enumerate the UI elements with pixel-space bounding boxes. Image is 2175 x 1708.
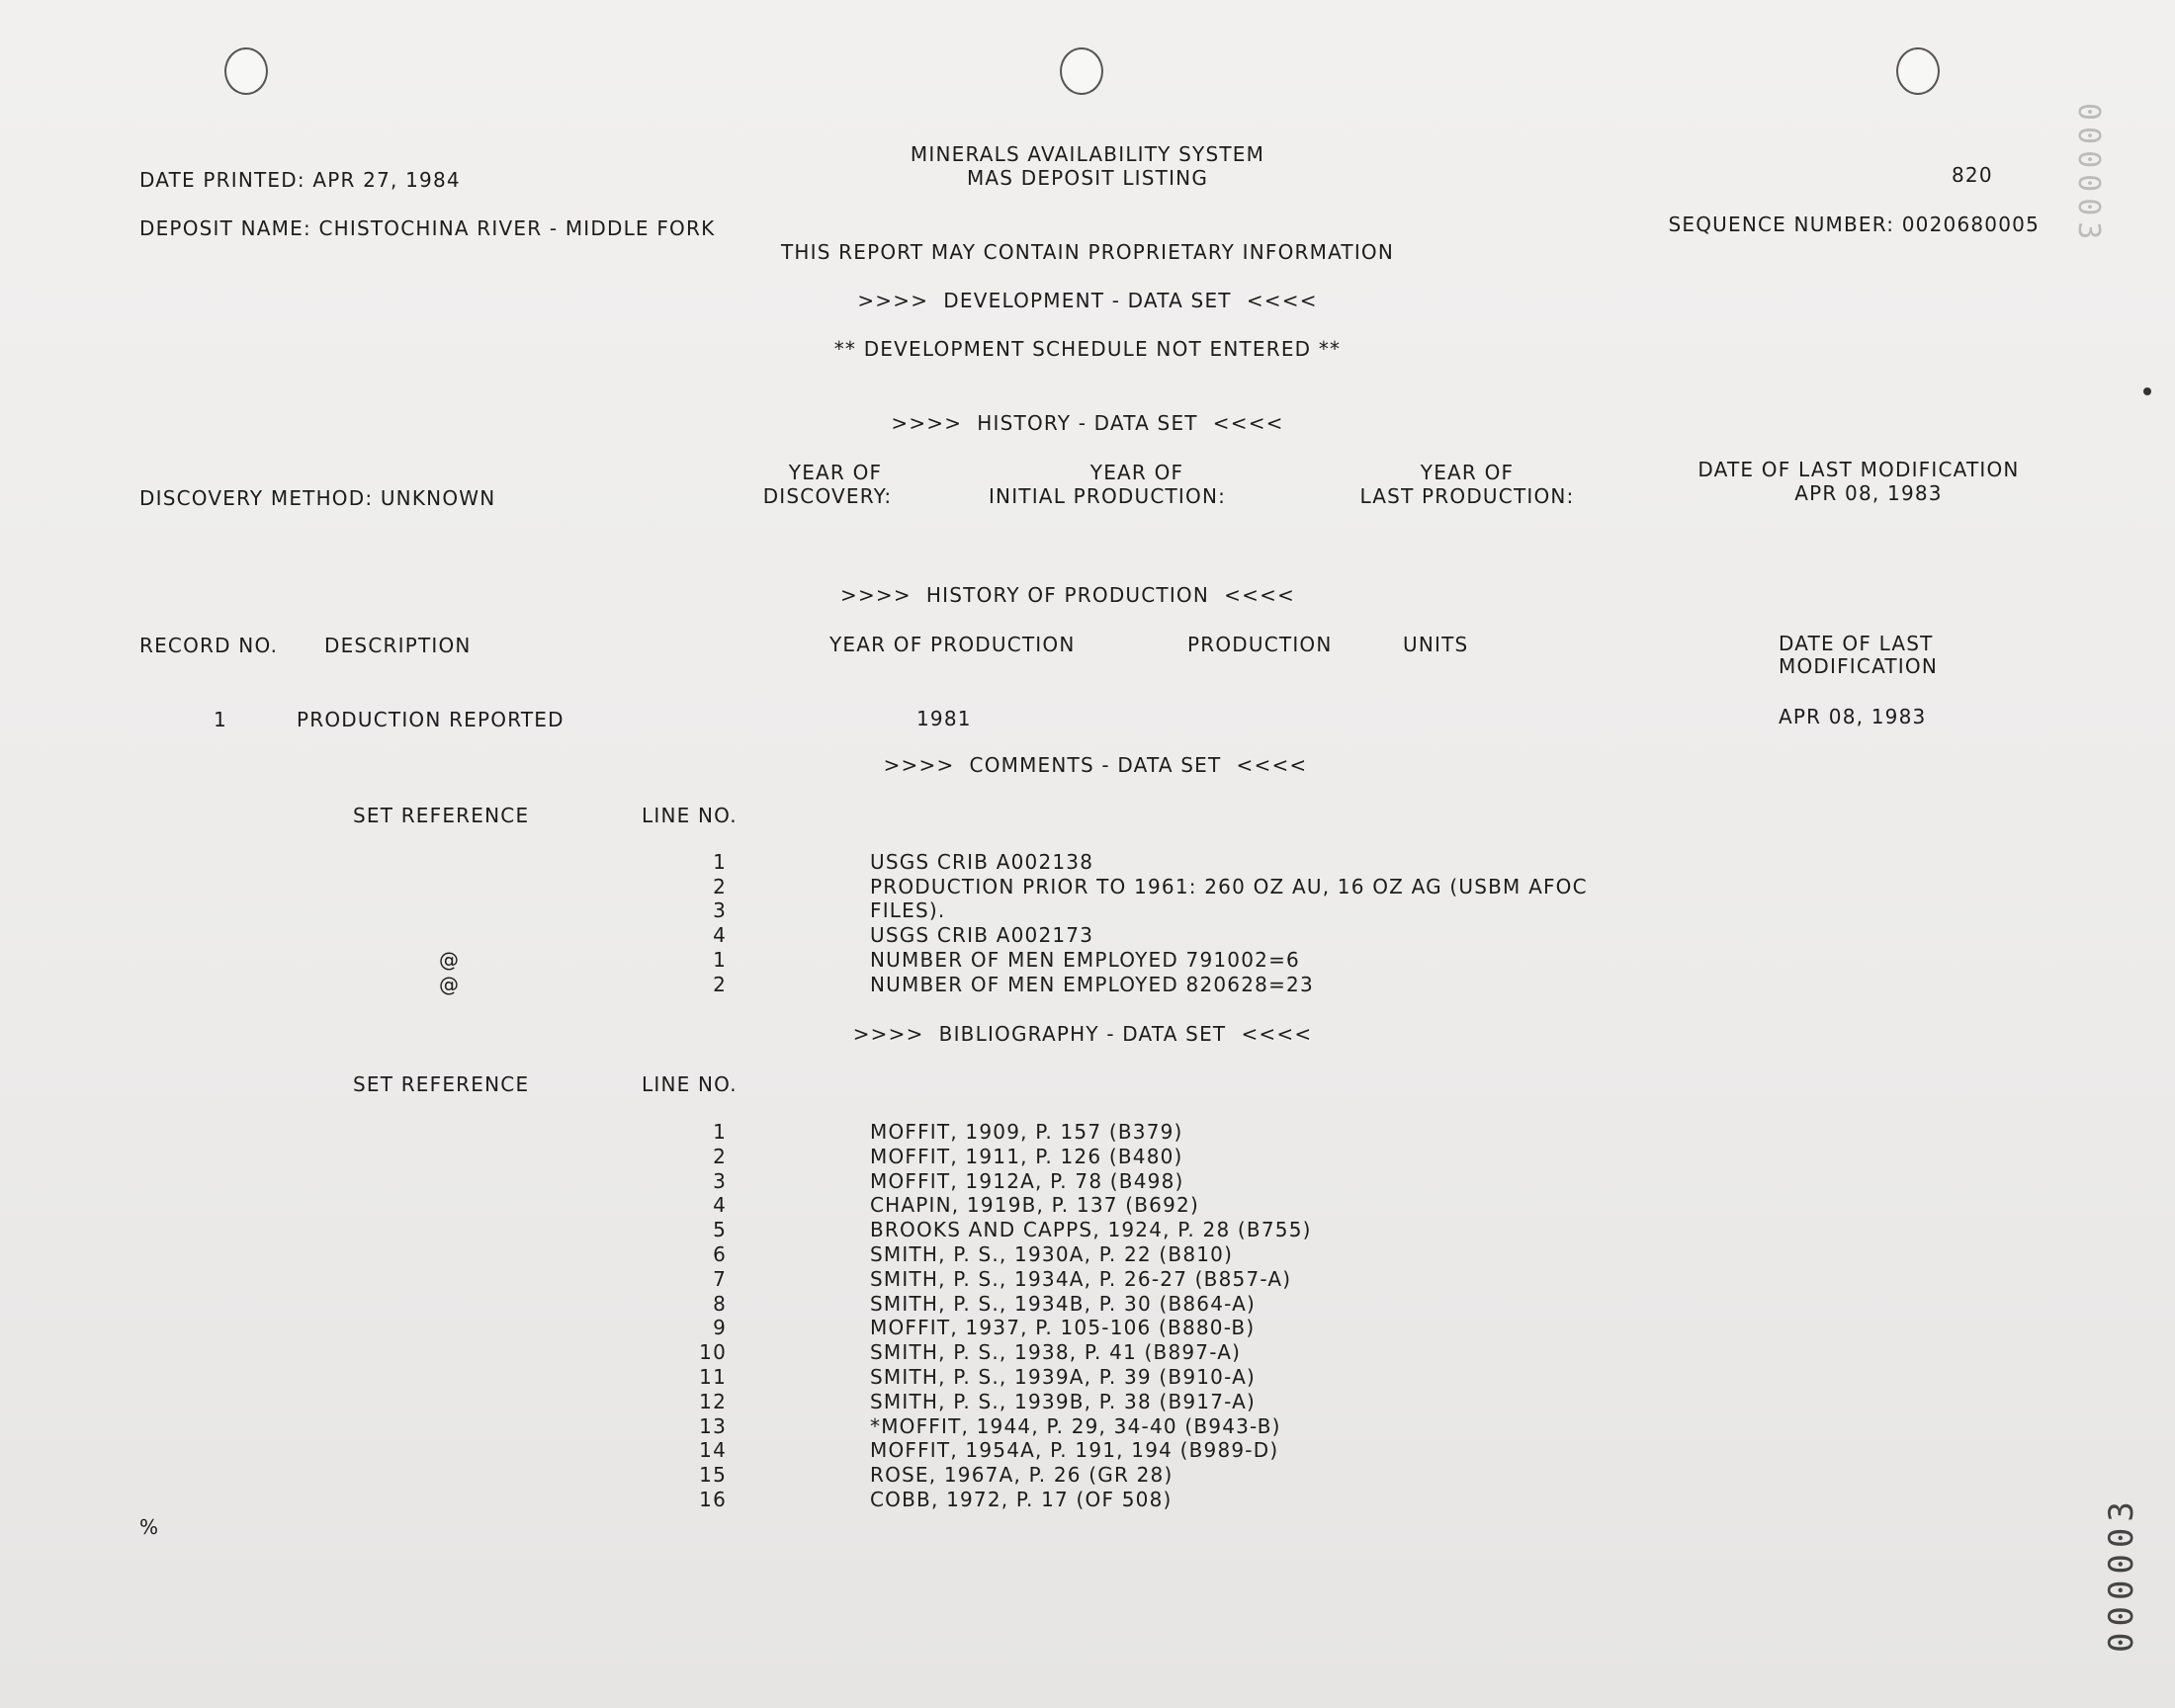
production-col-year: YEAR OF PRODUCTION xyxy=(829,633,1076,656)
side-stamp-top: 000003 xyxy=(2071,103,2106,246)
last-production-label-1: YEAR OF xyxy=(1420,461,1515,484)
set-reference: @ xyxy=(439,972,461,996)
bibliography-col-set: SET REFERENCE xyxy=(353,1072,530,1096)
punch-hole-right xyxy=(1896,47,1940,95)
line-number: 10 xyxy=(699,1340,727,1365)
line-text: ROSE, 1967A, P. 26 (GR 28) xyxy=(870,1463,1174,1488)
line-text: FILES). xyxy=(870,898,946,923)
bibliography-col-line: LINE NO. xyxy=(642,1072,738,1096)
line-text: NUMBER OF MEN EMPLOYED 791002=6 xyxy=(870,947,1300,972)
line-number: 2 xyxy=(713,972,727,996)
comments-heading: >>>> COMMENTS - DATA SET <<<< xyxy=(883,753,1308,777)
set-reference: @ xyxy=(439,947,461,972)
production-col-lastmod-2: MODIFICATION xyxy=(1779,654,1939,678)
side-stamp-bottom: 000003 xyxy=(2102,1495,2141,1653)
line-text: COBB, 1972, P. 17 (OF 508) xyxy=(870,1488,1173,1511)
line-number: 12 xyxy=(699,1389,727,1413)
production-col-description: DESCRIPTION xyxy=(324,634,472,657)
year-of-discovery-label-2: DISCOVERY: xyxy=(762,484,893,508)
line-number: 7 xyxy=(713,1266,727,1291)
line-text: USGS CRIB A002138 xyxy=(870,850,1094,874)
discovery-method: DISCOVERY METHOD: UNKNOWN xyxy=(139,486,496,510)
line-number: 1 xyxy=(713,1120,727,1144)
line-number: 3 xyxy=(713,898,727,923)
history-heading: >>>> HISTORY - DATA SET <<<< xyxy=(891,411,1284,435)
production-col-units: UNITS xyxy=(1403,633,1469,656)
line-number: 2 xyxy=(713,874,727,898)
line-text: USGS CRIB A002173 xyxy=(870,923,1094,948)
system-title: MINERALS AVAILABILITY SYSTEM xyxy=(910,142,1265,166)
line-number: 1 xyxy=(713,850,727,874)
line-text: SMITH, P. S., 1939A, P. 39 (B910-A) xyxy=(870,1365,1256,1389)
line-text: MOFFIT, 1954A, P. 191, 194 (B989-D) xyxy=(870,1438,1279,1463)
history-last-mod-label: DATE OF LAST MODIFICATION xyxy=(1697,458,2020,481)
line-number: 5 xyxy=(713,1218,727,1242)
line-number: 8 xyxy=(713,1291,727,1316)
line-text: PRODUCTION PRIOR TO 1961: 260 OZ AU, 16 OZ AG (USBM AFOC xyxy=(870,874,1588,898)
initial-production-label-2: INITIAL PRODUCTION: xyxy=(988,484,1227,508)
line-number: 4 xyxy=(713,1193,727,1218)
punch-hole-center xyxy=(1060,47,1103,95)
line-number: 4 xyxy=(713,923,727,948)
listing-title: MAS DEPOSIT LISTING xyxy=(966,166,1209,190)
line-text: SMITH, P. S., 1939B, P. 38 (B917-A) xyxy=(870,1389,1257,1413)
line-number: 3 xyxy=(713,1168,727,1193)
punch-hole-left xyxy=(224,47,268,95)
production-heading: >>>> HISTORY OF PRODUCTION <<<< xyxy=(839,583,1295,607)
line-text: SMITH, P. S., 1934B, P. 30 (B864-A) xyxy=(870,1291,1257,1316)
line-text: MOFFIT, 1937, P. 105-106 (B880-B) xyxy=(870,1316,1256,1340)
line-text: SMITH, P. S., 1934A, P. 26-27 (B857-A) xyxy=(870,1266,1292,1291)
line-text: MOFFIT, 1912A, P. 78 (B498) xyxy=(870,1168,1184,1193)
production-year: 1981 xyxy=(916,707,972,730)
line-number: 1 xyxy=(713,947,727,972)
line-text: *MOFFIT, 1944, P. 29, 34-40 (B943-B) xyxy=(870,1413,1281,1438)
comments-col-line: LINE NO. xyxy=(642,804,738,827)
line-number: 14 xyxy=(699,1438,727,1463)
production-record-no: 1 xyxy=(214,708,227,731)
bibliography-heading: >>>> BIBLIOGRAPHY - DATA SET <<<< xyxy=(852,1022,1313,1046)
initial-production-label-1: YEAR OF xyxy=(1089,461,1184,484)
line-text: SMITH, P. S., 1930A, P. 22 (B810) xyxy=(870,1242,1234,1266)
percent-mark: % xyxy=(139,1515,160,1539)
line-text: NUMBER OF MEN EMPLOYED 820628=23 xyxy=(870,972,1314,996)
year-of-discovery-label-1: YEAR OF xyxy=(788,461,883,484)
line-number: 9 xyxy=(713,1316,727,1340)
production-col-production: PRODUCTION xyxy=(1187,633,1333,656)
deposit-name: DEPOSIT NAME: CHISTOCHINA RIVER - MIDDLE FORK xyxy=(139,216,716,240)
line-text: CHAPIN, 1919B, P. 137 (B692) xyxy=(870,1193,1199,1218)
line-text: MOFFIT, 1911, P. 126 (B480) xyxy=(870,1144,1183,1168)
production-col-lastmod-1: DATE OF LAST xyxy=(1779,632,1934,655)
production-description: PRODUCTION REPORTED xyxy=(297,708,565,731)
proprietary-notice: THIS REPORT MAY CONTAIN PROPRIETARY INFORMATION xyxy=(780,240,1395,264)
ink-spot xyxy=(2143,387,2151,395)
production-last-mod: APR 08, 1983 xyxy=(1779,705,1927,728)
last-production-label-2: LAST PRODUCTION: xyxy=(1359,484,1575,508)
production-col-record: RECORD NO. xyxy=(139,634,279,657)
line-number: 11 xyxy=(699,1365,727,1389)
development-heading: >>>> DEVELOPMENT - DATA SET <<<< xyxy=(857,289,1318,312)
sequence-number: SEQUENCE NUMBER: 0020680005 xyxy=(1668,213,2040,236)
line-number: 2 xyxy=(713,1144,727,1168)
line-text: SMITH, P. S., 1938, P. 41 (B897-A) xyxy=(870,1340,1242,1365)
development-notice: ** DEVELOPMENT SCHEDULE NOT ENTERED ** xyxy=(833,337,1342,361)
line-text: MOFFIT, 1909, P. 157 (B379) xyxy=(870,1120,1183,1144)
line-text: BROOKS AND CAPPS, 1924, P. 28 (B755) xyxy=(870,1218,1312,1242)
line-number: 16 xyxy=(699,1488,727,1511)
line-number: 13 xyxy=(699,1413,727,1438)
comments-col-set: SET REFERENCE xyxy=(353,804,530,827)
page-number: 820 xyxy=(1952,163,1993,187)
line-number: 15 xyxy=(699,1463,727,1488)
date-printed: DATE PRINTED: APR 27, 1984 xyxy=(139,168,461,192)
line-number: 6 xyxy=(713,1242,727,1266)
history-last-mod-value: APR 08, 1983 xyxy=(1794,481,1943,505)
